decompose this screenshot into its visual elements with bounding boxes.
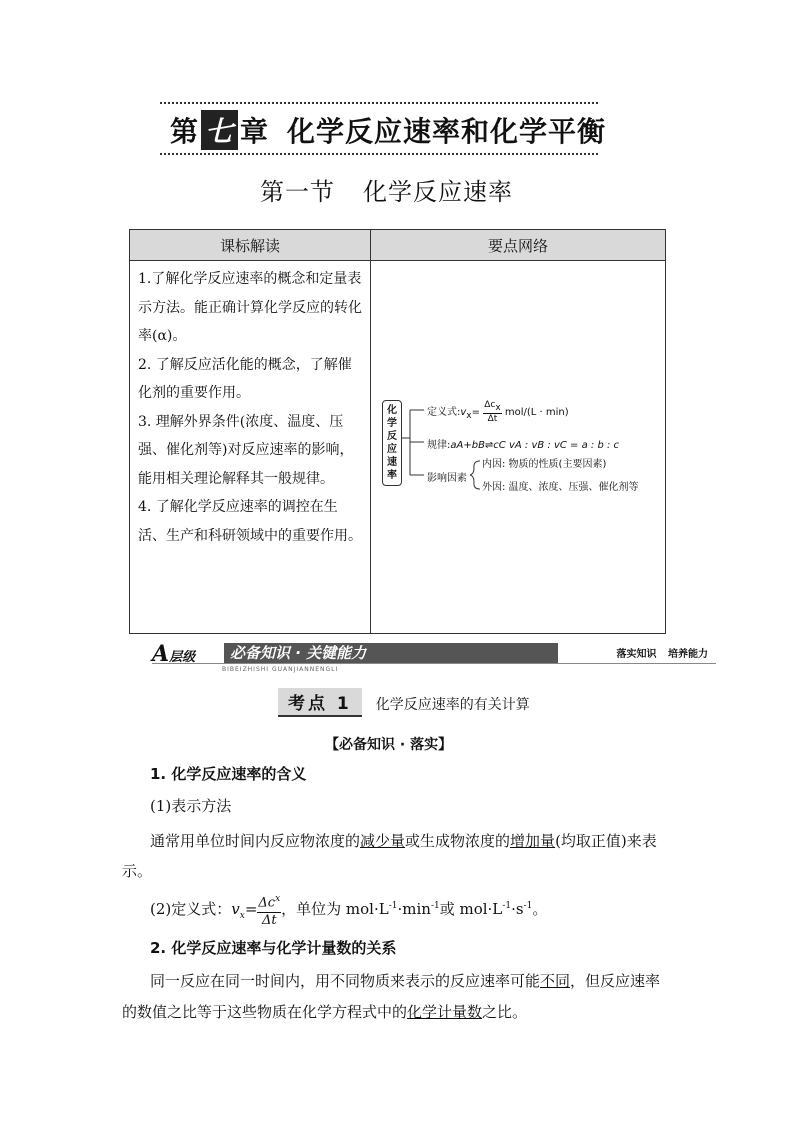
para-2: 通常用单位时间内反应物浓度的减少量或生成物浓度的增加量(均取正值)来表示。 [122, 832, 657, 880]
section-title [260, 172, 513, 207]
mindmap-root: 化学反应速率 [382, 400, 402, 486]
banner-box: 必备知识 · 关键能力 [224, 643, 558, 663]
dotted-rule-bottom [160, 153, 598, 155]
chapter-title [170, 110, 606, 150]
mindmap-rule: 规律:aA+bB⇌cC vA : vB : vC = a : b : c [427, 440, 620, 451]
chapter-header [160, 100, 607, 156]
rate-fraction: $\frac{\Delta c^x}{\Delta t}$ [257, 891, 281, 928]
kaodian-label: 考点 1 [278, 688, 362, 717]
section-label: 第一节 [260, 178, 335, 206]
section-name: 化学反应速率 [363, 178, 513, 206]
table-header-left: 课标解读 [130, 230, 371, 261]
banner-right-text: 落实知识 培养能力 [616, 649, 708, 660]
heading-1: 1. 化学反应速率的含义 [150, 765, 307, 783]
mindmap-brace [470, 460, 482, 490]
standards-list [130, 261, 371, 634]
level-banner [152, 641, 716, 675]
mindmap-definition: 定义式$:v_x=$ $\frac{\Delta c_x}{\Delta t}$ mol/(L · min) [427, 400, 569, 424]
mindmap [372, 262, 664, 632]
mindmap-factor-outer: 外因: 温度、浓度、压强、催化剂等 [482, 482, 639, 493]
chapter-suffix: 章 [240, 115, 270, 148]
standards-table [129, 229, 666, 634]
para-3: (2)定义式：$v_x=$ $\frac{\Delta c^x}{\Delta t}$ ，单位为 $mol\cdot L^{-1}\cdot\min^{-1}$或 $mol\cdot L^{-1}\cdot s^{-1}$。 [150, 888, 696, 934]
chapter-number: 七 [201, 110, 238, 150]
chapter-name: 化学反应速率和化学平衡 [287, 115, 607, 148]
heading-2: 2. 化学反应速率与化学计量数的关系 [150, 939, 397, 957]
para-4: 同一反应在同一时间内，用不同物质来表示的反应速率可能不同，但反应速率的数值之比等于这些物质在化学方程式中的化学计量数之比。 [122, 972, 661, 1021]
dotted-rule-top [160, 102, 598, 104]
level-label: A层级 [152, 641, 196, 667]
standard-item: 1.了解化学反应速率的概念和定量表示方法。能正确计算化学反应的转化率(α)。 [138, 271, 362, 344]
mindmap-cell [371, 261, 666, 634]
banner-pinyin: BIBEIZHISHI GUANJIANNENGLI [222, 666, 339, 673]
standard-item: 2. 了解反应活化能的概念，了解催化剂的重要作用。 [138, 356, 352, 401]
banner-rule [152, 663, 716, 664]
bibei-heading: 【必备知识 · 落实】 [325, 737, 453, 753]
mindmap-factor-label: 影响因素 [427, 473, 467, 484]
table-header-right: 要点网络 [371, 230, 666, 261]
para-1: (1)表示方法 [150, 797, 232, 815]
mindmap-factor-inner: 内因: 物质的性质(主要因素) [482, 459, 607, 470]
kaodian-title: 化学反应速率的有关计算 [375, 697, 530, 713]
standard-item: 4. 了解化学反应速率的调控在生活、生产和科研领域中的重要作用。 [138, 499, 362, 544]
standard-item: 3. 理解外界条件(浓度、温度、压强、催化剂等)对反应速率的影响，能用相关理论解释其一般规律。 [138, 413, 354, 487]
chapter-prefix: 第 [170, 115, 200, 148]
mindmap-fraction: $\frac{\Delta c_x}{\Delta t}$ [484, 400, 501, 424]
kaodian-heading [278, 688, 530, 717]
